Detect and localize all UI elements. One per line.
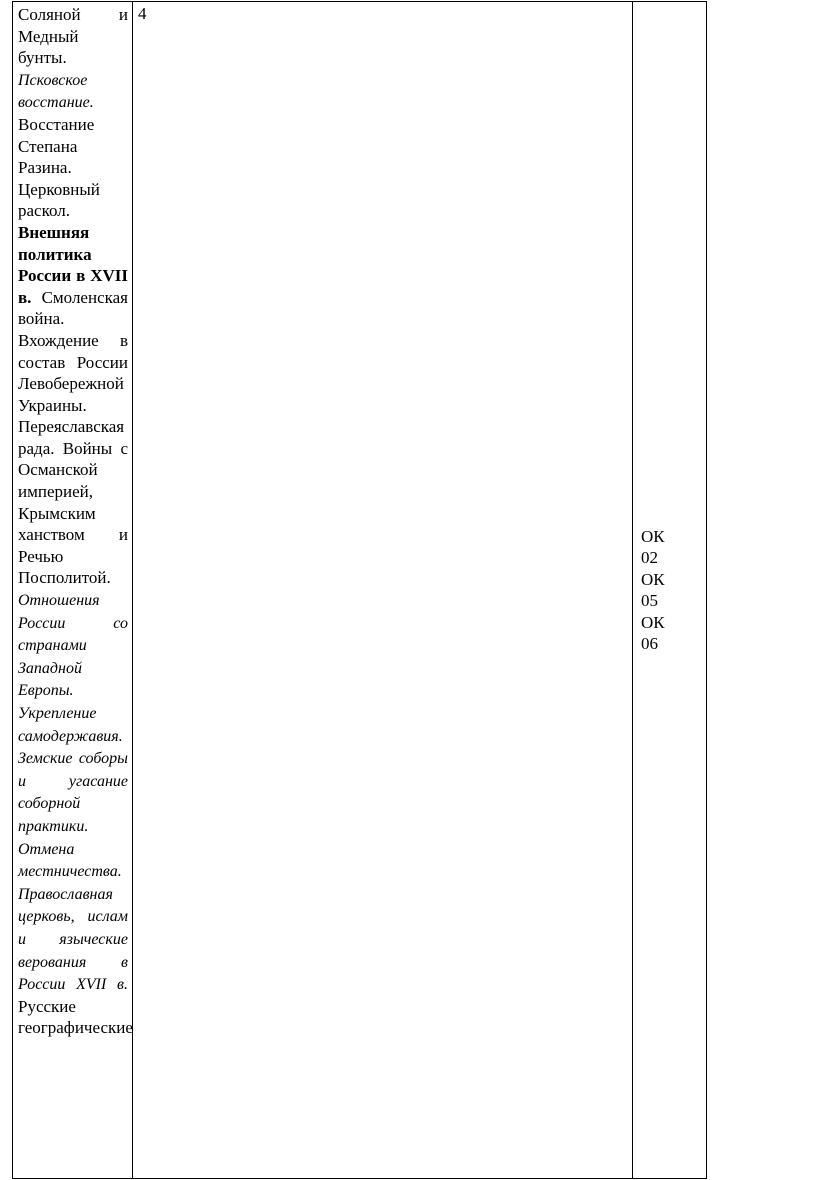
topic-cell [13,2,133,1179]
curriculum-table [12,1,707,1179]
competency-number: 06 [641,634,658,653]
competency-code: ОК [641,569,665,589]
competencies-cell [633,2,707,1179]
topic-segment-europe-relations: Отношения России со странами Западной Европы. Укрепление самодержавия. Земские соборы и угасание соборной практики. Отмена местничества. Православная церковь, ислам и языческие верования в России XVII в. [18,592,128,994]
topic-segment-wars: Смоленская война. Вхождение в состав России Левобережной Украины. Переяславская рада. Войны с Османской империей, Крымским ханством и Речью Посполитой. [18,287,128,588]
topic-segment-razin-schism: Восстание Степана Разина. Церковный раскол. [18,114,100,221]
topic-segment-geography: Русские географические [18,996,133,1038]
competency-code: ОК [641,612,665,632]
topic-segment-uprisings: Соляной и Медный бунты. [18,5,128,68]
topic-heading-foreign-policy: Внешняя политика России в XVII в. [18,222,128,307]
hours-cell [133,2,633,1179]
topic-text [18,4,133,1039]
competency-number: 05 [641,591,658,610]
topic-segment-pskov: Псковское восстание. [18,71,94,112]
competency-code: ОК [641,526,665,546]
competency-number: 02 [641,548,658,567]
hours-value: 4 [138,4,147,23]
table-row [13,2,707,1179]
